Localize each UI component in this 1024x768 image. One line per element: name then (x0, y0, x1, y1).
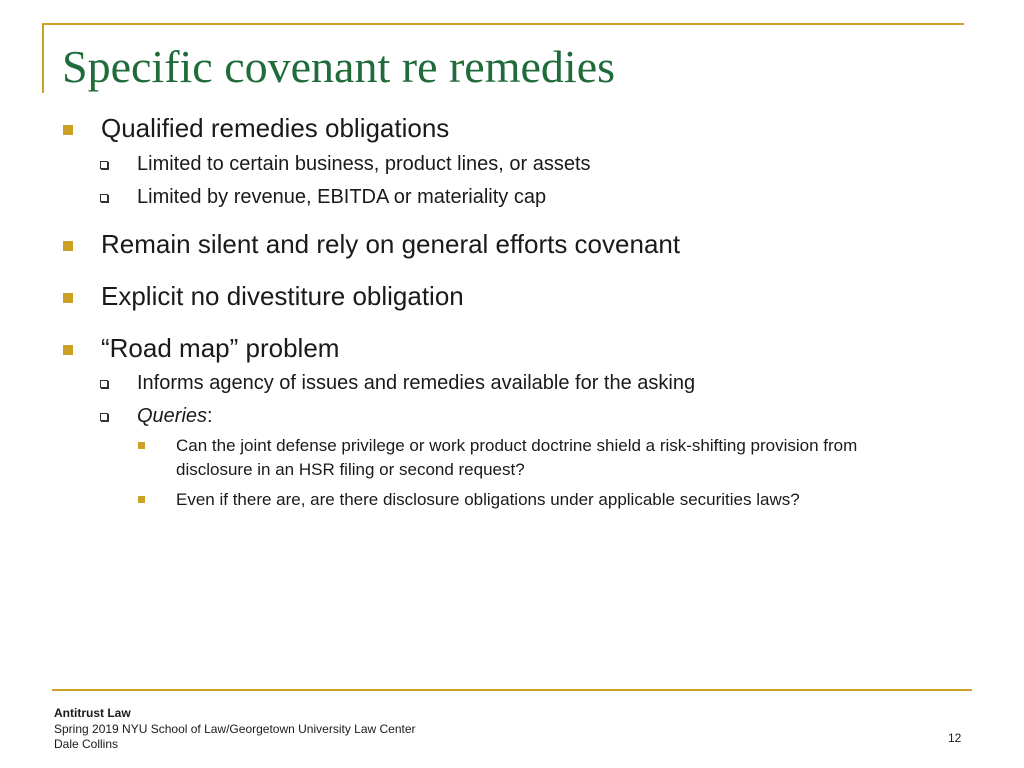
left-rule (42, 23, 44, 93)
footer-rule (52, 689, 972, 691)
footer-term: Spring 2019 NYU School of Law/Georgetown University Law Center (54, 722, 416, 736)
top-rule (42, 23, 964, 25)
bullet-text: Remain silent and rely on general efforts covenant (101, 229, 681, 259)
checkbox-bullet-icon (100, 380, 108, 388)
square-bullet-icon (63, 241, 73, 251)
square-bullet-icon (63, 345, 73, 355)
checkbox-bullet-icon (100, 161, 108, 169)
sub-sub-bullet-text: Even if there are, are there disclosure obligations under applicable securities laws? (176, 490, 800, 509)
sub-bullet-text: Informs agency of issues and remedies available for the asking (137, 372, 696, 394)
checkbox-bullet-icon (100, 413, 108, 421)
footer-course: Antitrust Law (54, 706, 131, 720)
sub-bullet-text (137, 404, 213, 428)
square-bullet-icon (63, 125, 73, 135)
square-bullet-icon (138, 496, 145, 503)
footer-author: Dale Collins (54, 737, 119, 751)
bullet-text: Qualified remedies obligations (101, 113, 450, 143)
queries-colon: : (207, 405, 213, 427)
sub-bullet-text: Limited by revenue, EBITDA or materiality cap (137, 186, 547, 208)
queries-label: Queries (137, 405, 208, 427)
sub-sub-bullet-text: Can the joint defense privilege or work product doctrine shield a risk-shifting provision from disclosure in an HSR filing or second request? (176, 436, 858, 479)
square-bullet-icon (138, 442, 145, 449)
checkbox-bullet-icon (100, 194, 108, 202)
slide-title: Specific covenant re remedies (62, 41, 616, 92)
bullet-text: Explicit no divestiture obligation (101, 281, 464, 311)
sub-bullet-text: Limited to certain business, product lines, or assets (137, 153, 591, 175)
bullet-text: “Road map” problem (101, 333, 340, 363)
page-number: 12 (948, 731, 962, 745)
square-bullet-icon (63, 293, 73, 303)
